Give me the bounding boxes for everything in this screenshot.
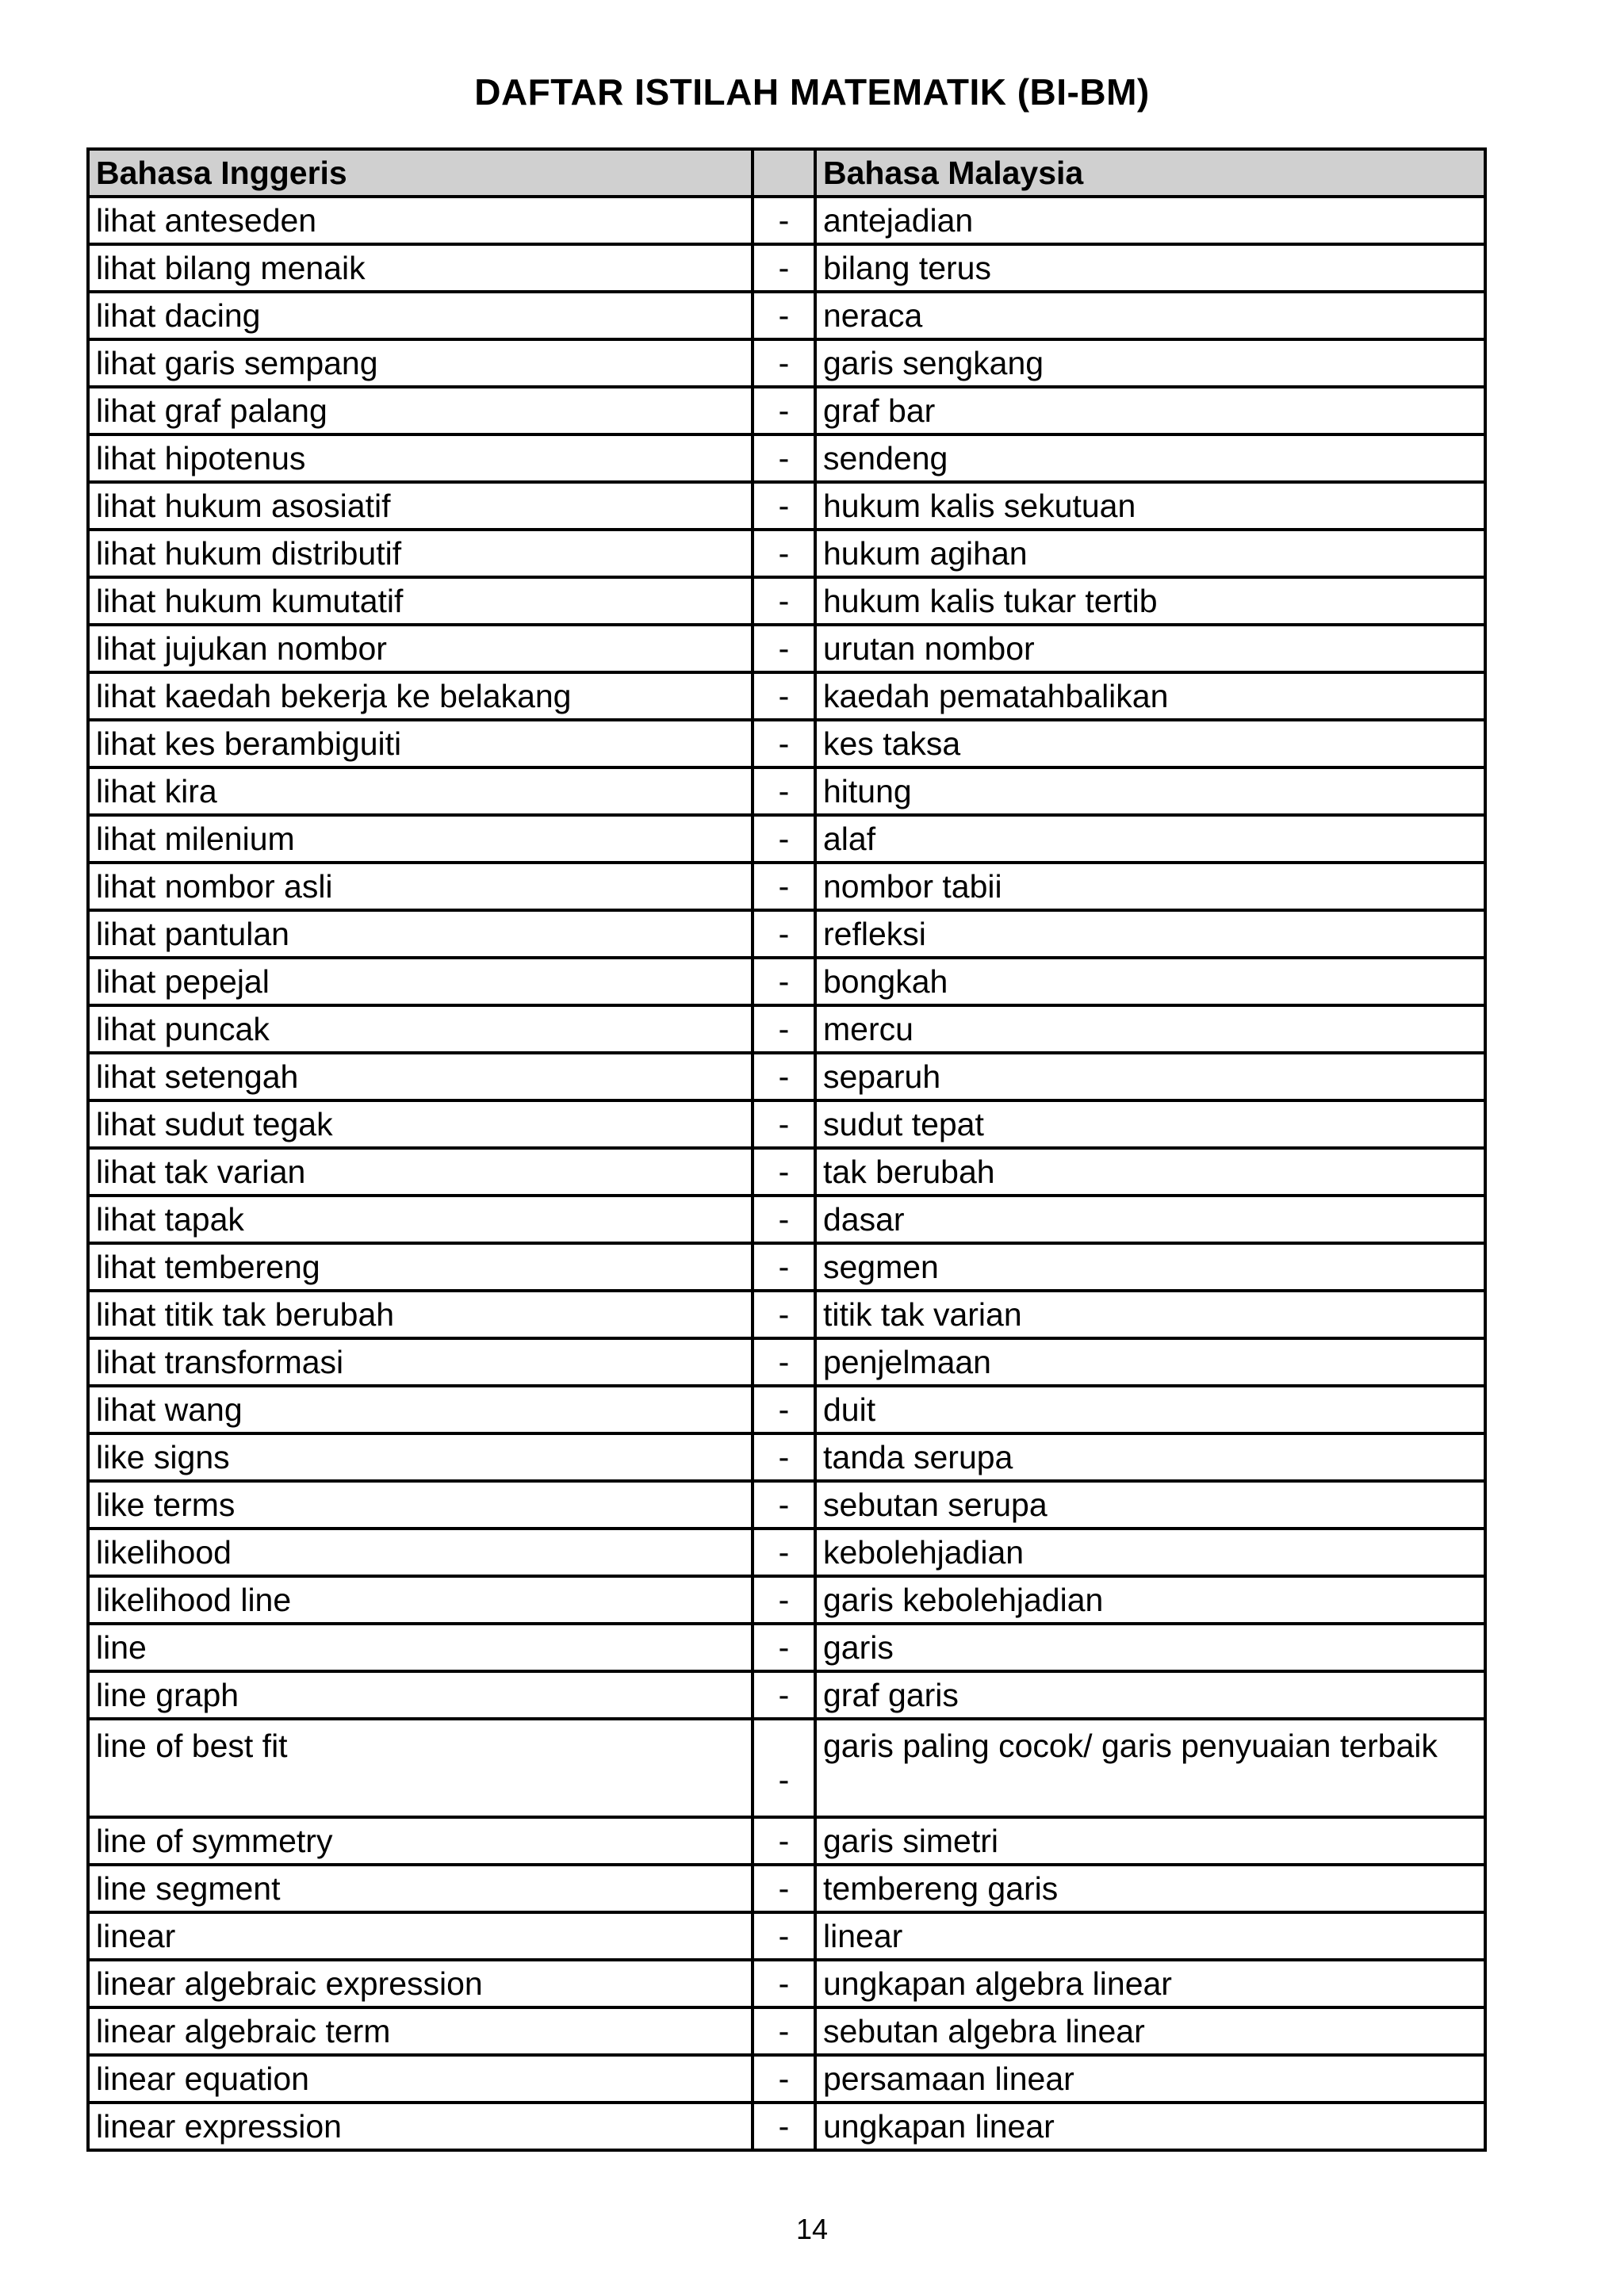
term-separator: - bbox=[753, 1817, 815, 1865]
term-malay: graf garis bbox=[815, 1671, 1485, 1719]
table-row bbox=[88, 434, 1485, 482]
table-row bbox=[88, 1529, 1485, 1576]
table-row bbox=[88, 2007, 1485, 2055]
term-separator: - bbox=[753, 1433, 815, 1481]
term-english: linear algebraic term bbox=[88, 2007, 753, 2055]
table-row bbox=[88, 1912, 1485, 1960]
table-row bbox=[88, 767, 1485, 815]
page-title: DAFTAR ISTILAH MATEMATIK (BI-BM) bbox=[474, 71, 1150, 113]
table-header-row bbox=[88, 149, 1485, 197]
term-english: linear equation bbox=[88, 2055, 753, 2103]
term-separator: - bbox=[753, 1148, 815, 1196]
table-row bbox=[88, 482, 1485, 530]
table-row bbox=[88, 958, 1485, 1005]
term-separator: - bbox=[753, 1865, 815, 1912]
term-separator: - bbox=[753, 720, 815, 767]
term-separator: - bbox=[753, 1338, 815, 1386]
term-separator: - bbox=[753, 2103, 815, 2150]
term-separator: - bbox=[753, 1624, 815, 1671]
term-english: lihat garis sempang bbox=[88, 339, 753, 387]
term-malay: sendeng bbox=[815, 434, 1485, 482]
term-english: lihat setengah bbox=[88, 1053, 753, 1100]
term-separator: - bbox=[753, 910, 815, 958]
term-separator: - bbox=[753, 1576, 815, 1624]
term-english: line graph bbox=[88, 1671, 753, 1719]
table-row bbox=[88, 530, 1485, 577]
term-malay: kes taksa bbox=[815, 720, 1485, 767]
term-english: like signs bbox=[88, 1433, 753, 1481]
term-english: lihat hukum kumutatif bbox=[88, 577, 753, 625]
term-english: lihat kaedah bekerja ke belakang bbox=[88, 672, 753, 720]
table-row bbox=[88, 339, 1485, 387]
term-english: lihat graf palang bbox=[88, 387, 753, 434]
term-separator: - bbox=[753, 625, 815, 672]
term-english: lihat bilang menaik bbox=[88, 244, 753, 292]
term-english: lihat anteseden bbox=[88, 197, 753, 244]
term-english: lihat tembereng bbox=[88, 1243, 753, 1291]
term-separator: - bbox=[753, 577, 815, 625]
table-row bbox=[88, 1671, 1485, 1719]
term-malay: kebolehjadian bbox=[815, 1529, 1485, 1576]
term-malay: garis simetri bbox=[815, 1817, 1485, 1865]
term-english: linear algebraic expression bbox=[88, 1960, 753, 2007]
table-row bbox=[88, 672, 1485, 720]
term-english: lihat pepejal bbox=[88, 958, 753, 1005]
term-malay: mercu bbox=[815, 1005, 1485, 1053]
term-english: line segment bbox=[88, 1865, 753, 1912]
term-separator: - bbox=[753, 292, 815, 339]
term-malay: kaedah pematahbalikan bbox=[815, 672, 1485, 720]
term-separator: - bbox=[753, 339, 815, 387]
term-malay: garis kebolehjadian bbox=[815, 1576, 1485, 1624]
term-english: line of best fit bbox=[88, 1719, 753, 1817]
glossary-table bbox=[86, 147, 1487, 2152]
term-english: likelihood bbox=[88, 1529, 753, 1576]
term-separator: - bbox=[753, 2055, 815, 2103]
term-malay: garis paling cocok/ garis penyuaian terbaik bbox=[815, 1719, 1485, 1817]
table-row bbox=[88, 1817, 1485, 1865]
term-malay: garis sengkang bbox=[815, 339, 1485, 387]
glossary-body bbox=[88, 197, 1485, 2150]
header-separator bbox=[753, 149, 815, 197]
term-english: lihat pantulan bbox=[88, 910, 753, 958]
table-row bbox=[88, 1148, 1485, 1196]
term-english: lihat hipotenus bbox=[88, 434, 753, 482]
table-row bbox=[88, 1100, 1485, 1148]
table-row bbox=[88, 1960, 1485, 2007]
term-separator: - bbox=[753, 482, 815, 530]
term-separator: - bbox=[753, 197, 815, 244]
table-row bbox=[88, 1338, 1485, 1386]
table-row bbox=[88, 910, 1485, 958]
table-row bbox=[88, 1624, 1485, 1671]
term-malay: alaf bbox=[815, 815, 1485, 863]
term-malay: urutan nombor bbox=[815, 625, 1485, 672]
term-separator: - bbox=[753, 672, 815, 720]
term-malay: linear bbox=[815, 1912, 1485, 1960]
term-separator: - bbox=[753, 863, 815, 910]
table-row bbox=[88, 1719, 1485, 1817]
table-row bbox=[88, 197, 1485, 244]
term-english: line bbox=[88, 1624, 753, 1671]
term-english: likelihood line bbox=[88, 1576, 753, 1624]
term-malay: separuh bbox=[815, 1053, 1485, 1100]
term-malay: tanda serupa bbox=[815, 1433, 1485, 1481]
header-english: Bahasa Inggeris bbox=[88, 149, 753, 197]
term-english: lihat kes berambiguiti bbox=[88, 720, 753, 767]
term-malay: bilang terus bbox=[815, 244, 1485, 292]
term-english: lihat tapak bbox=[88, 1196, 753, 1243]
term-english: lihat kira bbox=[88, 767, 753, 815]
table-row bbox=[88, 1865, 1485, 1912]
table-row bbox=[88, 387, 1485, 434]
term-separator: - bbox=[753, 1196, 815, 1243]
term-malay: graf bar bbox=[815, 387, 1485, 434]
term-english: lihat nombor asli bbox=[88, 863, 753, 910]
table-row bbox=[88, 1291, 1485, 1338]
table-row bbox=[88, 625, 1485, 672]
term-english: lihat dacing bbox=[88, 292, 753, 339]
term-malay: refleksi bbox=[815, 910, 1485, 958]
term-separator: - bbox=[753, 2007, 815, 2055]
term-english: lihat milenium bbox=[88, 815, 753, 863]
table-row bbox=[88, 292, 1485, 339]
term-separator: - bbox=[753, 767, 815, 815]
term-malay: sebutan serupa bbox=[815, 1481, 1485, 1529]
term-english: lihat hukum distributif bbox=[88, 530, 753, 577]
term-separator: - bbox=[753, 1243, 815, 1291]
term-separator: - bbox=[753, 1912, 815, 1960]
term-separator: - bbox=[753, 387, 815, 434]
term-separator: - bbox=[753, 434, 815, 482]
header-malay: Bahasa Malaysia bbox=[815, 149, 1485, 197]
term-malay: antejadian bbox=[815, 197, 1485, 244]
term-separator: - bbox=[753, 530, 815, 577]
term-separator: - bbox=[753, 1005, 815, 1053]
term-malay: tembereng garis bbox=[815, 1865, 1485, 1912]
term-separator: - bbox=[753, 244, 815, 292]
term-separator: - bbox=[753, 1100, 815, 1148]
term-malay: nombor tabii bbox=[815, 863, 1485, 910]
term-malay: penjelmaan bbox=[815, 1338, 1485, 1386]
term-malay: hukum kalis tukar tertib bbox=[815, 577, 1485, 625]
term-malay: sebutan algebra linear bbox=[815, 2007, 1485, 2055]
term-malay: hitung bbox=[815, 767, 1485, 815]
table-row bbox=[88, 815, 1485, 863]
term-malay: hukum kalis sekutuan bbox=[815, 482, 1485, 530]
term-malay: persamaan linear bbox=[815, 2055, 1485, 2103]
term-separator: - bbox=[753, 1719, 815, 1817]
term-separator: - bbox=[753, 1481, 815, 1529]
table-row bbox=[88, 1243, 1485, 1291]
term-malay: sudut tepat bbox=[815, 1100, 1485, 1148]
term-english: lihat sudut tegak bbox=[88, 1100, 753, 1148]
term-malay: dasar bbox=[815, 1196, 1485, 1243]
term-separator: - bbox=[753, 958, 815, 1005]
table-row bbox=[88, 1196, 1485, 1243]
term-english: lihat hukum asosiatif bbox=[88, 482, 753, 530]
table-row bbox=[88, 863, 1485, 910]
term-separator: - bbox=[753, 1386, 815, 1433]
term-english: lihat puncak bbox=[88, 1005, 753, 1053]
term-malay: bongkah bbox=[815, 958, 1485, 1005]
term-english: linear expression bbox=[88, 2103, 753, 2150]
term-malay: tak berubah bbox=[815, 1148, 1485, 1196]
table-row bbox=[88, 2055, 1485, 2103]
table-row bbox=[88, 244, 1485, 292]
term-english: line of symmetry bbox=[88, 1817, 753, 1865]
term-malay: ungkapan linear bbox=[815, 2103, 1485, 2150]
table-row bbox=[88, 720, 1485, 767]
table-row bbox=[88, 1576, 1485, 1624]
term-separator: - bbox=[753, 1529, 815, 1576]
term-malay: ungkapan algebra linear bbox=[815, 1960, 1485, 2007]
term-english: lihat tak varian bbox=[88, 1148, 753, 1196]
table-row bbox=[88, 1386, 1485, 1433]
table-row bbox=[88, 2103, 1485, 2150]
term-english: like terms bbox=[88, 1481, 753, 1529]
table-row bbox=[88, 577, 1485, 625]
term-english: linear bbox=[88, 1912, 753, 1960]
term-malay: hukum agihan bbox=[815, 530, 1485, 577]
term-malay: titik tak varian bbox=[815, 1291, 1485, 1338]
term-english: lihat titik tak berubah bbox=[88, 1291, 753, 1338]
term-english: lihat transformasi bbox=[88, 1338, 753, 1386]
term-separator: - bbox=[753, 1671, 815, 1719]
term-malay: garis bbox=[815, 1624, 1485, 1671]
term-separator: - bbox=[753, 815, 815, 863]
term-malay: segmen bbox=[815, 1243, 1485, 1291]
term-separator: - bbox=[753, 1960, 815, 2007]
term-separator: - bbox=[753, 1053, 815, 1100]
page-number: 14 bbox=[795, 2213, 829, 2245]
term-english: lihat wang bbox=[88, 1386, 753, 1433]
term-malay: neraca bbox=[815, 292, 1485, 339]
table-row bbox=[88, 1053, 1485, 1100]
term-english: lihat jujukan nombor bbox=[88, 625, 753, 672]
table-row bbox=[88, 1481, 1485, 1529]
table-row bbox=[88, 1005, 1485, 1053]
table-row bbox=[88, 1433, 1485, 1481]
term-malay: duit bbox=[815, 1386, 1485, 1433]
term-separator: - bbox=[753, 1291, 815, 1338]
